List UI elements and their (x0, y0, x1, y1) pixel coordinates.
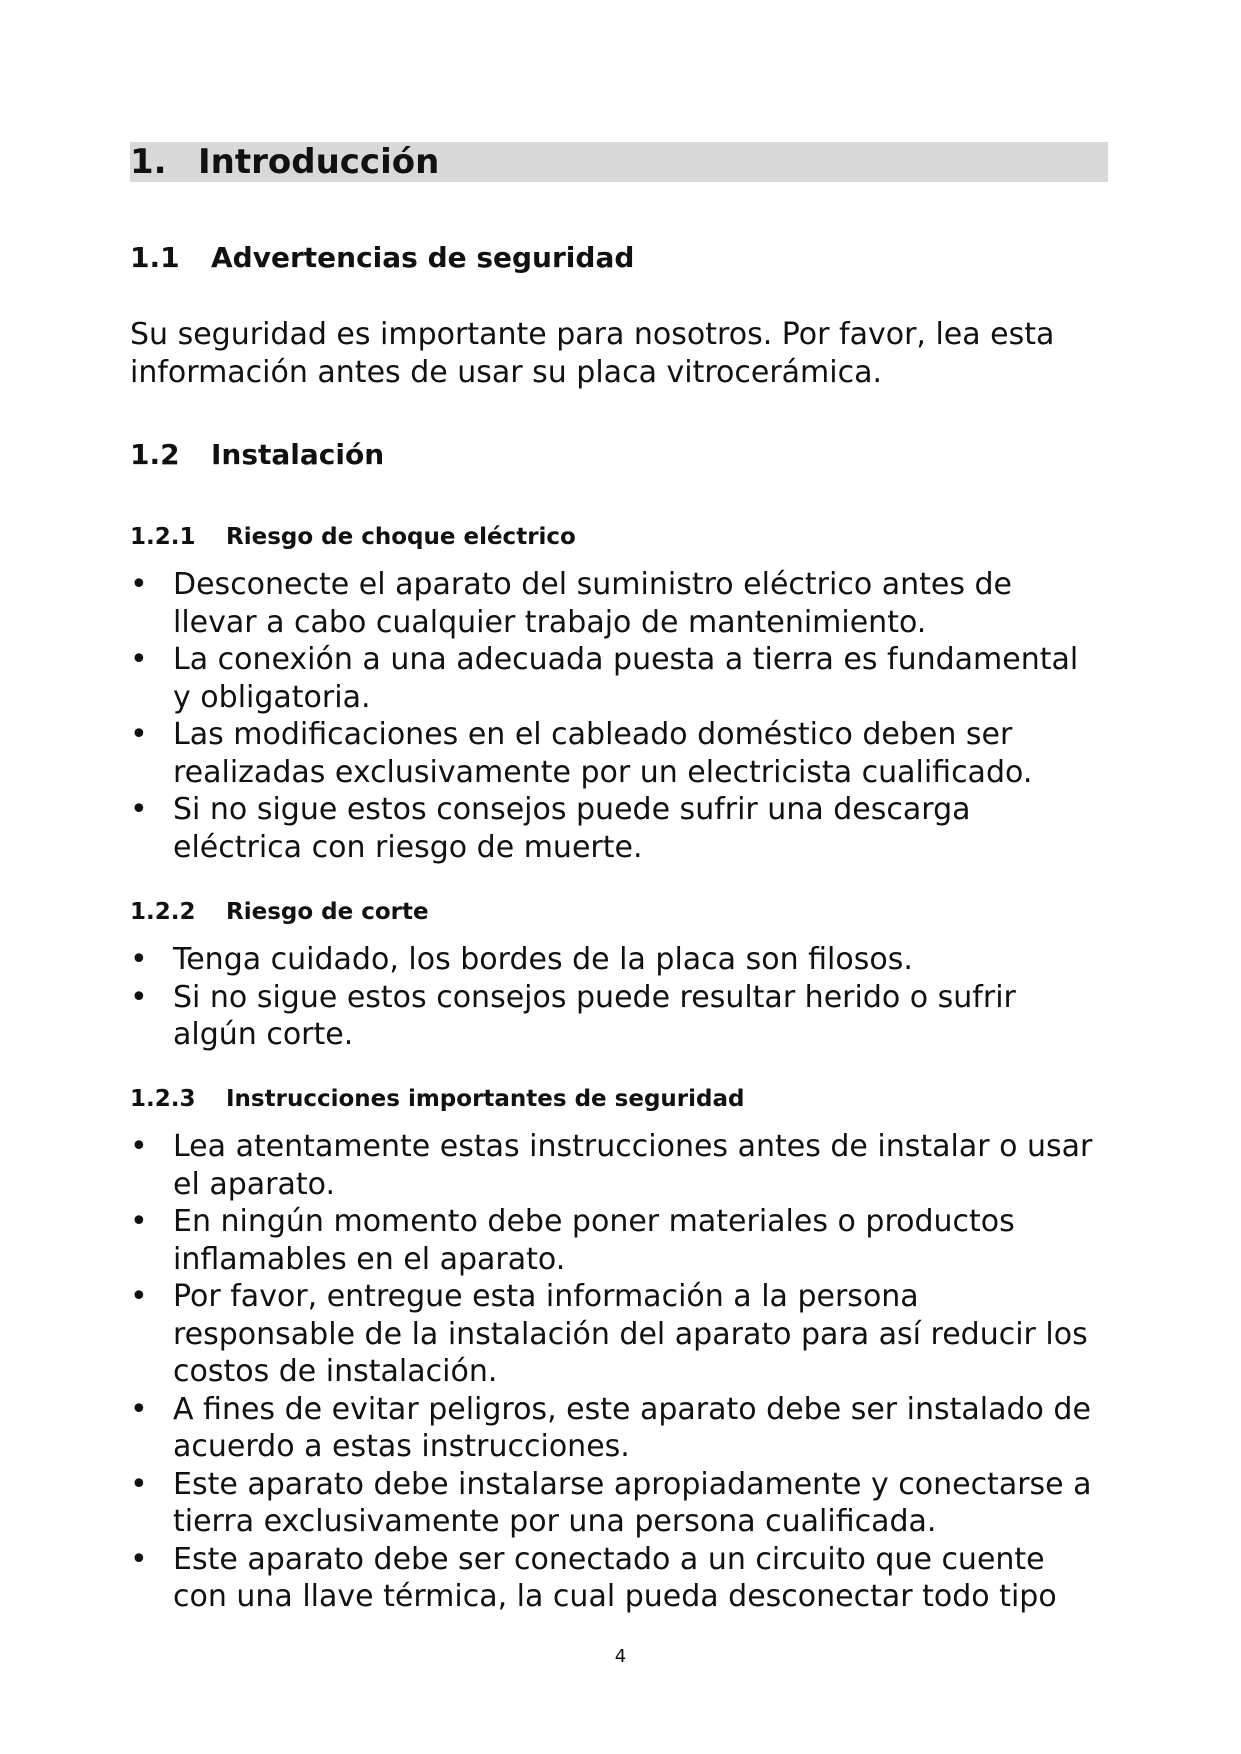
section-number: 1.1 (130, 241, 180, 274)
list-item (130, 641, 1120, 716)
subsection-number: 1.2.1 (130, 524, 196, 550)
subsection-title: Instrucciones importantes de seguridad (226, 1086, 745, 1112)
bullet-icon: • (130, 942, 148, 977)
list-item-line: Este aparato debe ser conectado a un circuito que cuente (173, 1541, 1045, 1577)
chapter-title: Introducción (198, 142, 440, 182)
list-item-line: Por favor, entregue esta información a la persona (173, 1279, 919, 1314)
list-item (130, 1541, 1120, 1616)
subsection-title: Riesgo de choque eléctrico (226, 524, 576, 550)
safety-instructions-list (130, 1128, 1120, 1616)
chapter-number: 1. (130, 142, 167, 182)
subsection-title: Riesgo de corte (226, 899, 429, 925)
list-item-line: Las modificaciones en el cableado doméstico deben ser (173, 717, 1013, 752)
list-item-line: La conexión a una adecuada puesta a tierra es fundamental (173, 642, 1079, 677)
subsection-heading-cut (130, 897, 429, 927)
bullet-icon: • (130, 717, 148, 752)
list-item (130, 1391, 1120, 1466)
section-title: Advertencias de seguridad (211, 241, 635, 274)
bullet-icon: • (130, 1466, 148, 1502)
bullet-icon: • (130, 1279, 148, 1314)
list-item-line: responsable de la instalación del aparato para así reducir los (173, 1316, 1088, 1352)
section-number: 1.2 (130, 438, 180, 471)
list-item-line: llevar a cabo cualquier trabajo de mantenimiento. (173, 604, 927, 640)
list-item (130, 566, 1120, 641)
safety-intro-paragraph (130, 316, 1120, 391)
list-item-line: Desconecte el aparato del suministro eléctrico antes de (173, 567, 1012, 602)
bullet-icon: • (130, 1204, 148, 1239)
paragraph-line: Su seguridad es importante para nosotros. Por favor, lea esta (130, 317, 1055, 352)
list-item-line: eléctrica con riesgo de muerte. (173, 829, 643, 865)
list-item-line: Si no sigue estos consejos puede resultar herido o sufrir (173, 979, 1016, 1015)
list-item (130, 941, 1120, 979)
list-item-line: Tenga cuidado, los bordes de la placa son filosos. (173, 942, 913, 977)
list-item-line: algún corte. (173, 1017, 354, 1052)
list-item-line: tierra exclusivamente por una persona cualificada. (173, 1504, 937, 1539)
bullet-icon: • (130, 792, 148, 827)
section-heading-installation (130, 437, 384, 473)
section-title: Instalación (211, 438, 385, 471)
subsection-heading-electric (130, 522, 576, 552)
page-number: 4 (614, 1646, 627, 1667)
bullet-icon: • (130, 1129, 148, 1164)
bullet-icon: • (130, 567, 148, 602)
section-heading-safety (130, 240, 634, 276)
list-item (130, 1128, 1120, 1203)
list-item-line: y obligatoria. (173, 679, 371, 715)
bullet-icon: • (130, 979, 148, 1015)
subsection-number: 1.2.3 (130, 1086, 196, 1112)
list-item (130, 1466, 1120, 1541)
paragraph-line: información antes de usar su placa vitrocerámica. (130, 354, 883, 390)
list-item-line: el aparato. (173, 1166, 335, 1202)
list-item-line: acuerdo a estas instrucciones. (173, 1429, 630, 1464)
cut-risk-list (130, 941, 1120, 1054)
chapter-heading (130, 140, 439, 184)
list-item-line: Si no sigue estos consejos puede sufrir una descarga (173, 792, 971, 827)
bullet-icon: • (130, 1541, 148, 1577)
list-item-line: En ningún momento debe poner materiales o productos (173, 1204, 1015, 1239)
subsection-heading-instructions (130, 1084, 744, 1114)
list-item-line: con una llave térmica, la cual pueda desconectar todo tipo (173, 1579, 1057, 1614)
bullet-icon: • (130, 1391, 148, 1427)
list-item (130, 716, 1120, 791)
subsection-number: 1.2.2 (130, 899, 196, 925)
list-item (130, 979, 1120, 1054)
electric-risk-list (130, 566, 1120, 866)
list-item-line: Este aparato debe instalarse apropiadamente y conectarse a (173, 1466, 1092, 1502)
list-item-line: A fines de evitar peligros, este aparato debe ser instalado de (173, 1391, 1091, 1427)
list-item (130, 1203, 1120, 1278)
bullet-icon: • (130, 642, 148, 677)
list-item-line: costos de instalación. (173, 1354, 498, 1389)
list-item-line: realizadas exclusivamente por un electricista cualificado. (173, 754, 1033, 790)
list-item (130, 1278, 1120, 1391)
list-item-line: Lea atentamente estas instrucciones antes de instalar o usar (173, 1129, 1093, 1164)
list-item-line: inflamables en el aparato. (173, 1241, 566, 1277)
list-item (130, 791, 1120, 866)
